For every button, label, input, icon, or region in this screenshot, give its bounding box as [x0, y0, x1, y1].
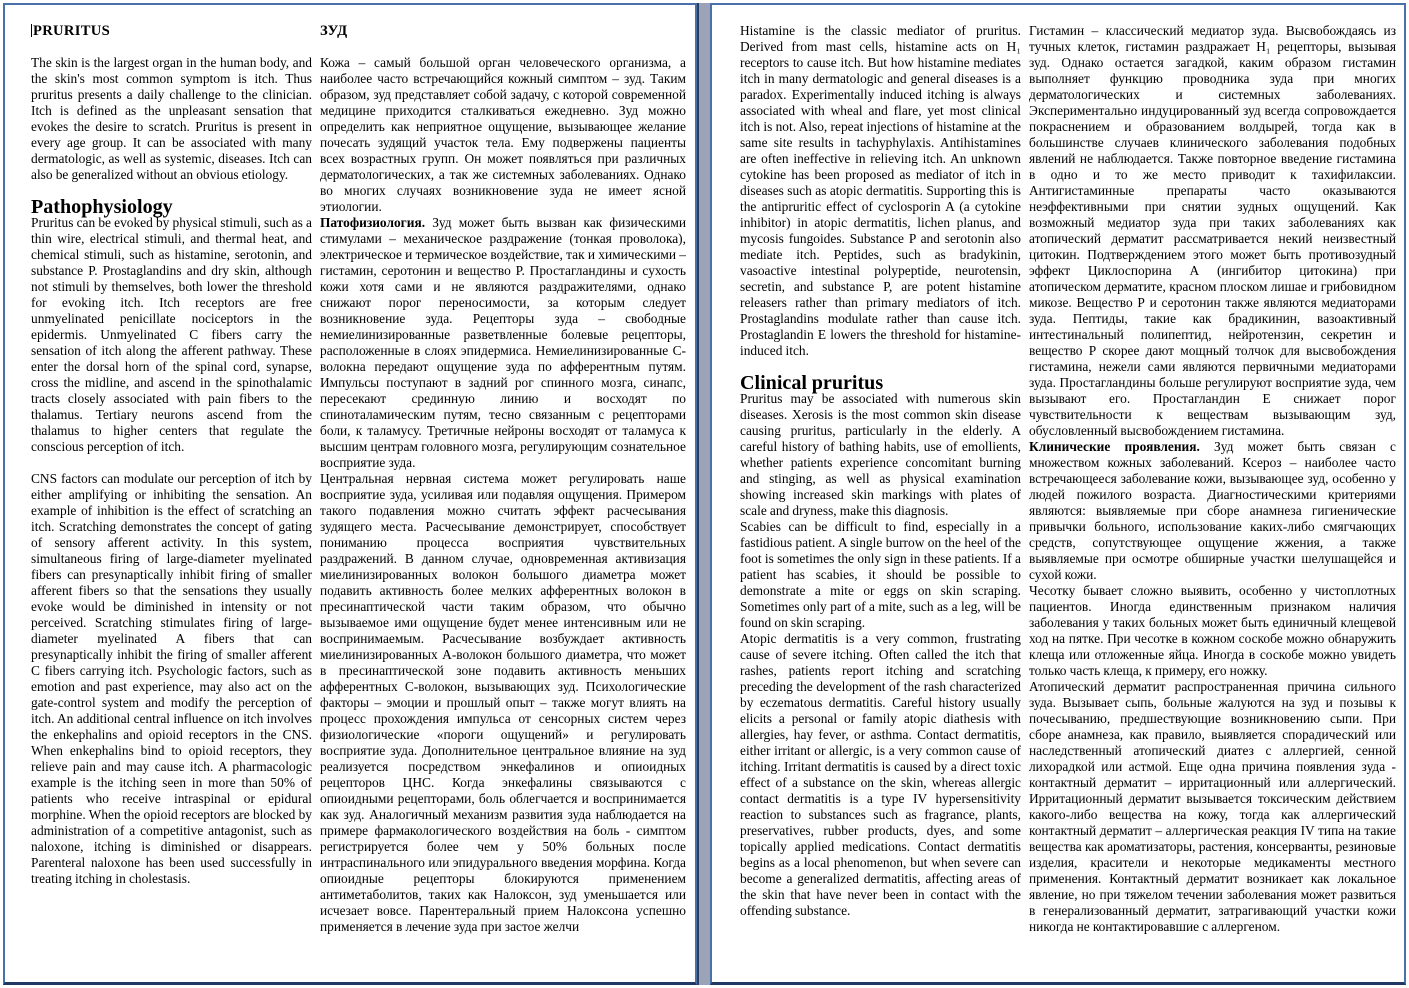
inline-heading-clinical-ru: Клинические проявления. — [1029, 439, 1200, 454]
section-heading-pathophysiology: Pathophysiology — [31, 196, 173, 218]
paragraph: Гистамин – классический медиатор зуда. Высвобождаясь из тучных клеток, гистамин раздражает H₁ рецепторы, вызывая зуд. Однако остается загадкой, каким образом гистамин выполняет функцию проводника зуда при многих дерматологических и системных заболеваниях. Экспериментально индуцированный зуд всегда сопровождается покраснением и образованием волдырей, тогда как в большинстве случаев клинического заболевания подобных явлений не наблюдается. Также повторное введение гистамина в одно и то же место приводит к тахифилаксии. Антигистаминные препараты часто оказываются неэффективными при снятии зудных ощущений. Как возможный медиатор зуда при таких заболеваниях как атопический дерматит рассматривается некий неизвестный цитокин. Подтверждением этого может быть противозудный эффект Циклоспорина А (ингибитор цитокина) при атопическом дерматите, красном плоском лишае и грибовидном микозе. Вещество Р и серотонин также являются медиаторами зуда. Пептиды, такие как брадикинин, вазоактивный интестинальный полипептид, нейротензин, секретин и вещество Р скорее дают мощный толчок для высвобождения гистамина, нежели сами являются первичными медиаторами зуда. Простагландины больше регулируют восприятие зуда, чем вызывают его. Простагландин Е снижает порог чувствительности к веществам вызывающим зуд, обусловленный высвобождением гистамина. — [1029, 23, 1396, 438]
paragraph: Центральная нервная система может регулировать наше восприятие зуда, усиливая или подавляя ощущения. Примером такого подавления можно считать эффект расчесывания зудящего места. Расчесывание демонстрирует, способствует пониманию процесса восприятия чувствительных раздражений. В данном случае, одновременная активизация миелинизированных волокон большого диаметра может подавить активность более мелких афферентных волокон в пресинаптической части таким образом, что обычно вызываемое ими ощущение будет менее интенсивным или не воспринимаемым. Расчесывание возбуждает активность миелинизированных А-волокон большого диаметра, что может в пресинаптической зоне подавить активность меньших афферентных С-волокон, вызывающих зуд. Психологические факторы – эмоции и прошлый опыт – также могут влиять на процесс прохождения импульса от сенсорных систем через физиологические «пороги ощущений» и регулировать восприятие зуда. Дополнительное центральное влияние на зуд реализуется посредством энкефалинов и опиоидных рецепторов ЦНС. Когда энкефалины связываются с опиоидными рецепторами, боль облегчается и воспринимается как зуд. Аналогичный механизм развития зуда наблюдается на примере фармакологического воздействия на боль - симптом регистрируется более чем у 50% больных после интраспинального или эпидурального введения морфина. Когда опиоидные рецепторы блокируются применением антиметаболитов, таких как Налоксон, зуд уменьшается или исчезает вовсе. Парентеральный прием Налоксона успешно применяется в лечение зуда при застое желчи — [320, 471, 686, 934]
page-gap-divider — [697, 3, 710, 985]
inline-heading-pathophysiology-ru: Патофизиология. — [320, 215, 426, 230]
paragraph: CNS factors can modulate our perception of itch by either amplifying or inhibiting the sensation. An example of inhibition is the effect of scratching an itch. Scratching demonstrates the concept of gating of sensory afferent activity. In this system, simultaneous firing of large-diameter myelinated fibers can presynaptically inhibit firing of smaller afferent fibers so that the sensations they usually evoke would be diminished in intensity or not perceived. Scratching stimulates firing of large-diameter myelinated A fibers that can presynaptically inhibit the firing of smaller afferent C fibers carrying itch. Psychologic factors, such as emotion and past experience, may also act on the gate-control system and modify the perception of itch. An additional central influence on itch involves the enkephalins and opioid receptors in the CNS. When enkephalins bind to opioid receptors, they relieve pain and may cause itch. A pharmacologic example is the itching seen in more than 50% of patients who receive intraspinal or epidural morphine. When the opioid receptors are blocked by administration of a competitive antagonist, such as naloxone, itching is diminished or disappears. Parenteral naloxone has been used successfully in treating itching in cholestasis. — [31, 471, 312, 886]
page-title-english-text: PRURITUS — [33, 23, 111, 39]
page-right[interactable] — [710, 3, 1406, 985]
paragraph: The skin is the largest organ in the human body, and the skin's most common symptom is itch. Thus pruritus presents a daily challenge to the clinician. Itch is defined as the unpleasant sensation that evokes the desire to scratch. Pruritus is present in every age group. It can be associated with many dermatologic, as well as systemic, diseases. Itch can also be generalized without an obvious etiology. — [31, 55, 312, 182]
left-page-russian-column — [320, 23, 686, 935]
paragraph-text: Зуд может быть вызван как физическими стимулами – механическое раздражение (тонкая проволока), электрическое и термическое воздействие, так и химическими – гистамин, серотонин и вещество P. Простагландины и сухость кожи хотя сами и не являются раздражителями, однако снижают порог переносимости, за которым следует возникновение зуда. Рецепторы зуда – свободные немиелинизированные разветвленные болевые рецепторы, расположенные в слоях эпидермиса. Немиелинизированные С-волокна передают ощущение зуда по афферентным путям. Импульсы поступают в задний рог спинного мозга, синапс, пересекают срединную линию и восходят по спиноталамическим путям, тесно связанным с рецепторами боли, к таламусу. Третичные нейроны восходят от таламуса к высшим центрам головного мозга, регулирующим сознательное восприятие зуда. — [320, 215, 686, 470]
left-page-english-column — [31, 23, 312, 887]
paragraph — [1029, 439, 1396, 583]
paragraph: Pruritus can be evoked by physical stimuli, such as a thin wire, electrical stimuli, and thermal heat, and chemical stimuli, such as histamine, serotonin, and substance P. Prostaglandins and dry skin, although not stimuli by themselves, both lower the threshold for evoking itch. Itch receptors are free unmyelinated penicillate nociceptors in the epidermis. Unmyelinated C fibers carry the sensation of itch along the afferent pathway. These enter the dorsal horn of the spinal cord, synapse, cross the midline, and ascend in the spinothalamic tracts closely associated with pain fibers to the thalamus. Tertiary neurons ascend from the thalamus to higher centers that regulate the conscious perception of itch. — [31, 215, 312, 454]
section-heading-clinical-pruritus: Clinical pruritus — [740, 372, 884, 394]
paragraph: Atopic dermatitis is a very common, frustrating cause of severe itching. Often called the itch that rashes, patients report itching and scratching preceding the development of the rash characterized by eczematous dermatitis. Careful history usually elicits a personal or family atopic diathesis with allergies, hay fever, or asthma. Contact dermatitis, either irritant or allergic, is a very common cause of itching. Irritant dermatitis is caused by a direct toxic effect of a substance on the skin, whereas allergic contact dermatitis is a type IV hypersensitivity reaction to substances such as fragrance, plants, preservatives, rubber products, dyes, and some topically applied medications. Contact dermatitis begins as a local phenomenon, but when severe can become a generalized dermatitis, affecting areas of the skin that have never been in contact with the offending substance. — [740, 631, 1021, 918]
paragraph: Pruritus may be associated with numerous skin diseases. Xerosis is the most common skin disease causing pruritus, particularly in the elderly. A careful history of bathing habits, use of emollients, whether patients experience concomitant burning and stinging, as well as physical examination showing increased skin markings with plates of scale and dryness, make this diagnosis. — [740, 391, 1021, 518]
page-left[interactable] — [3, 3, 697, 985]
paragraph: Кожа – самый большой орган человеческого организма, а наиболее часто встречающийся кожный симптом – зуд. Таким образом, зуд представляет собой задачу, с которой современной медицине приходится сталкиваться ежедневно. Зуд можно определить как неприятное ощущение, вызывающее желание почесать зудящий участок тела. Ему подвержены пациенты всех возрастных групп. Он может появляться при различных дерматологических, а так же системных заболеваниях. Однако во многих случаях возникновение зуда не имеет ясной этиологии. — [320, 55, 686, 214]
right-page-english-column — [740, 23, 1021, 919]
paragraph: Scabies can be difficult to find, especially in a fastidious patient. A single burrow on the heel of the foot is sometimes the only sign in these patients. If a patient has scabies, it should be possible to demonstrate a mite or eggs on skin scraping. Sometimes only part of a mite, such as a leg, will be found on skin scraping. — [740, 519, 1021, 630]
paragraph: Атопический дерматит распространенная причина сильного зуда. Вызывает сыпь, больные жалуются на зуд и позывы к почесыванию, предшествующие возникновению сыпи. При сборе анамнеза, как правило, выявляется спорадический или наследственный атопический диатез с аллергией, сенной лихорадкой или астмой. Еще одна причина появления зуда - контактный дерматит – ирритационный или аллергический. Ирритационный дерматит вызывается токсическим действием какого-либо вещества на кожу, тогда как аллергический контактный дерматит – аллергическая реакция IV типа на такие вещества как ароматизаторы, растения, консерванты, резиновые изделия, красители и некоторые медикаменты местного применения. Контактный дерматит возникает как локальное явление, но при тяжелом течении заболевания может развиться в генерализованный дерматит, затрагивающий участки кожи никогда не контактировавшие с аллергеном. — [1029, 679, 1396, 934]
paragraph-text: Зуд может быть связан с множеством кожных заболеваний. Ксероз – наиболее часто встречающееся заболевание кожи, вызывающее зуд, особенно у людей пожилого возраста. Диагностическими критериями являются: выявляемые при сборе анамнеза гигиенические привычки больного, использование каких-либо смягчающих средств, сопутствующее ощущение жжения, а также выявляемые при осмотре обширные участки шелушащейся и сухой кожи. — [1029, 439, 1397, 582]
paragraph — [320, 215, 686, 471]
page-title-english — [31, 23, 312, 39]
paragraph: Histamine is the classic mediator of pruritus. Derived from mast cells, histamine acts on H₁ receptors to cause itch. But how histamine mediates itch in many dermatologic and general diseases is a paradox. Experimentally induced itching is always associated with wheal and flare, yet most clinical itch is not. Also, repeat injections of histamine at the same site results in tachyphylaxis. Antihistamines are often ineffective in relieving itch. An unknown cytokine has been proposed as mediator of itch in diseases such as atopic dermatitis. Supporting this is the antipruritic effect of cyclosporin A (a cytokine inhibitor) in atopic dermatitis, lichen planus, and mycosis fungoides. Substance P and serotonin also mediate itch. Peptides, such as bradykinin, vasoactive intestinal polypeptide, neurotensin, secretin, and substance P, are potent histamine releasers rather than primary mediators of itch. Prostaglandins modulate rather than cause itch. Prostaglandin E lowers the threshold for histamine-induced itch. — [740, 23, 1021, 358]
text-cursor — [31, 24, 32, 37]
paragraph: Чесотку бывает сложно выявить, особенно у чистоплотных пациентов. Иногда единственным признаком наличия заболевания у таких больных может быть единичный клещевой ход на пятке. При чесотке в кожном соскобе можно обнаружить клеща или отложенные яйца. Иногда в соскобе можно увидеть только часть клеща, к примеру, его ножку. — [1029, 583, 1396, 678]
right-page-russian-column — [1029, 23, 1396, 935]
page-title-russian: ЗУД — [320, 23, 348, 39]
